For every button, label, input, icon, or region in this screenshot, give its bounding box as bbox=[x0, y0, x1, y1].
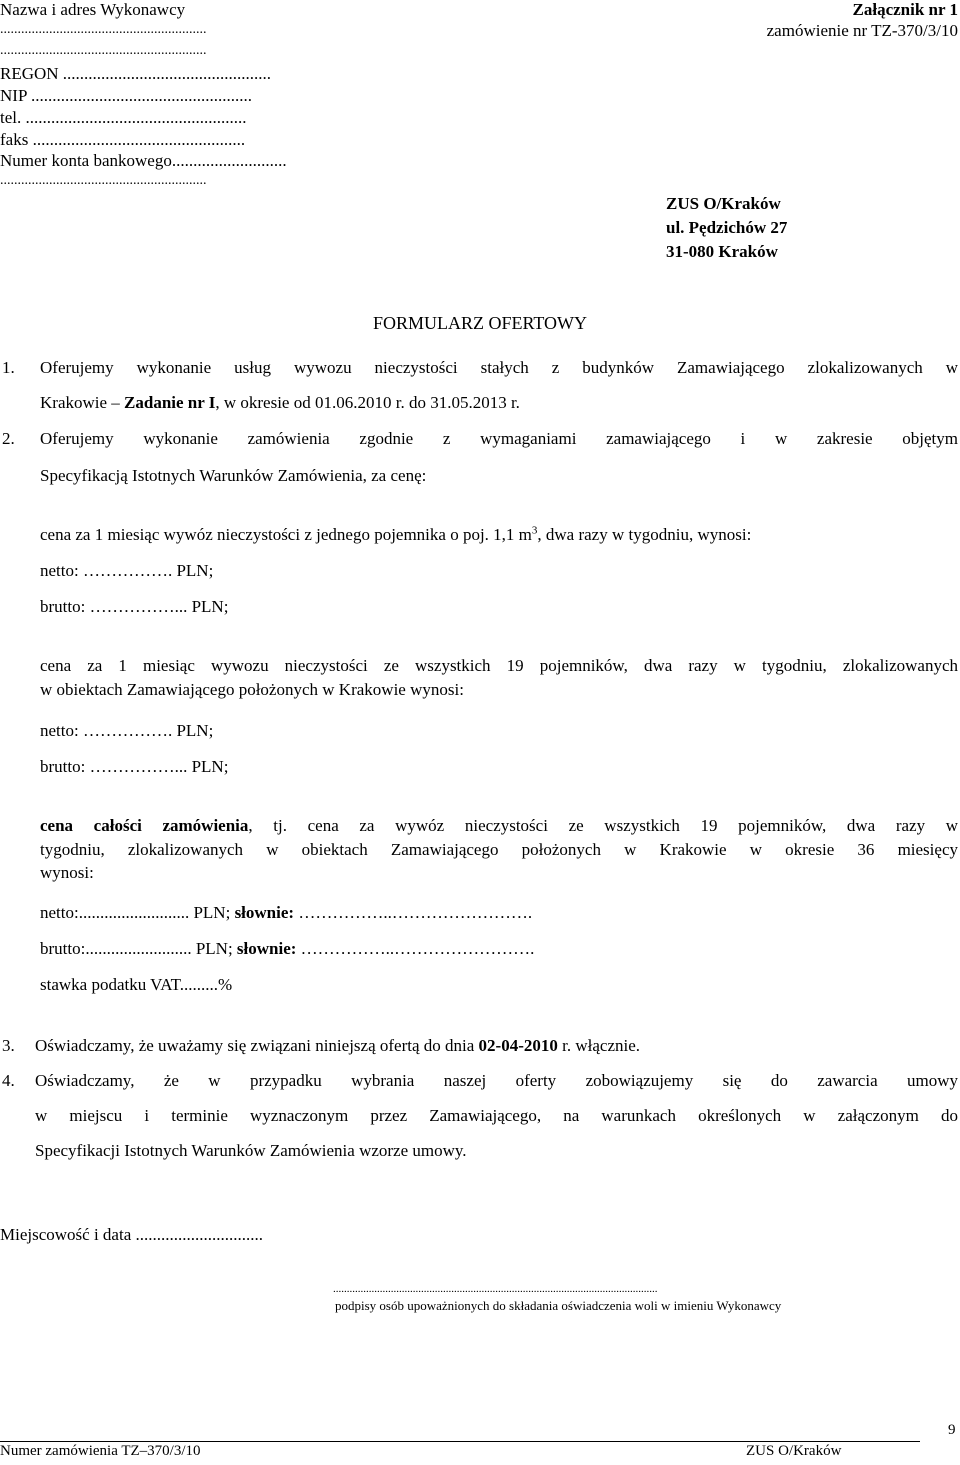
form-title: FORMULARZ OFERTOWY bbox=[372, 313, 588, 333]
item-number: 1. bbox=[2, 358, 15, 377]
vat-rate: stawka podatku VAT.........% bbox=[40, 975, 233, 994]
annex-title: Załącznik nr 1 bbox=[852, 0, 958, 19]
item2-line1: Oferujemy wykonanie zamówienia zgodnie z wymaganiami zamawiającego i w zakresie objętym bbox=[40, 429, 958, 448]
total-netto: netto:.......................... PLN; słownie: ……………..……………………. bbox=[40, 903, 533, 922]
item4-line1: Oświadczamy, że w przypadku wybrania naszej oferty zobowiązujemy się do zawarcia umowy bbox=[35, 1071, 958, 1090]
tel-field: tel. .................................................... bbox=[0, 108, 247, 127]
bank-account-field: Numer konta bankowego........................... bbox=[0, 151, 287, 170]
item1-line1: Oferujemy wykonanie usług wywozu nieczystości stałych z budynków Zamawiającego zlokalizowanych w bbox=[40, 358, 958, 377]
item-number: 3. bbox=[2, 1036, 15, 1055]
price2-line2: w obiektach Zamawiającego położonych w Krakowie wynosi: bbox=[40, 680, 464, 699]
price2-netto: netto: ……………. PLN; bbox=[40, 721, 214, 740]
fax-field: faks .................................................. bbox=[0, 130, 246, 149]
contractor-dots-line: ........................................................... bbox=[0, 43, 207, 58]
contractor-dots-line: ........................................................... bbox=[0, 22, 207, 37]
total-line1: cena całości zamówienia, tj. cena za wywóz nieczystości ze wszystkich 19 pojemników, dwa razy w bbox=[40, 816, 958, 835]
price2-brutto: brutto: ……………... PLN; bbox=[40, 757, 229, 776]
footer-order-number: Numer zamówienia TZ–370/3/10 bbox=[0, 1443, 201, 1459]
signature-line: ...................................................................................................................... bbox=[333, 1283, 658, 1295]
footer-rule bbox=[0, 1441, 920, 1442]
item4-line3: Specyfikacji Istotnych Warunków Zamówienia wzorze umowy. bbox=[35, 1141, 467, 1160]
recipient-city: 31-080 Kraków bbox=[666, 242, 778, 261]
item3-text: Oświadczamy, że uważamy się związani niniejszą ofertą do dnia 02-04-2010 r. włącznie. bbox=[35, 1036, 641, 1055]
place-and-date: Miejscowość i data .............................. bbox=[0, 1225, 263, 1244]
item1-line2: Krakowie – Zadanie nr I, w okresie od 01.06.2010 r. do 31.05.2013 r. bbox=[40, 393, 520, 412]
nip-field: NIP .................................................... bbox=[0, 86, 253, 105]
signature-caption: podpisy osób upoważnionych do składania oświadczenia woli w imieniu Wykonawcy bbox=[335, 1298, 782, 1313]
price2-line1: cena za 1 miesiąc wywozu nieczystości ze wszystkich 19 pojemników, dwa razy w tygodniu, zlokalizowanych bbox=[40, 656, 958, 675]
regon-field: REGON ................................................. bbox=[0, 64, 272, 83]
price1-netto: netto: ……………. PLN; bbox=[40, 561, 214, 580]
total-line2: tygodniu, zlokalizowanych w obiektach Zamawiającego położonych w Krakowie w okresie 36 miesięcy bbox=[40, 840, 958, 859]
total-brutto: brutto:......................... PLN; słownie: ……………..……………………. bbox=[40, 939, 535, 958]
item2-line2: Specyfikacją Istotnych Warunków Zamówienia, za cenę: bbox=[40, 466, 427, 485]
annex-order-number: zamówienie nr TZ-370/3/10 bbox=[766, 21, 958, 40]
item4-line2: w miejscu i terminie wyznaczonym przez Zamawiającego, na warunkach określonych w załączonym do bbox=[35, 1106, 958, 1125]
price1-brutto: brutto: ……………... PLN; bbox=[40, 597, 229, 616]
item-number: 2. bbox=[2, 429, 15, 448]
price1-description: cena za 1 miesiąc wywóz nieczystości z jednego pojemnika o poj. 1,1 $m^3$, dwa razy w tygodniu, wynosi: bbox=[40, 524, 752, 544]
contractor-dots-line: ........................................................... bbox=[0, 173, 207, 188]
footer-office: ZUS O/Kraków bbox=[746, 1443, 842, 1459]
page-number: 9 bbox=[948, 1422, 956, 1438]
recipient-name: ZUS O/Kraków bbox=[666, 194, 781, 213]
recipient-street: ul. Pędzichów 27 bbox=[666, 218, 788, 237]
contractor-heading: Nazwa i adres Wykonawcy bbox=[0, 0, 186, 19]
total-line3: wynosi: bbox=[40, 863, 94, 882]
item-number: 4. bbox=[2, 1071, 15, 1090]
